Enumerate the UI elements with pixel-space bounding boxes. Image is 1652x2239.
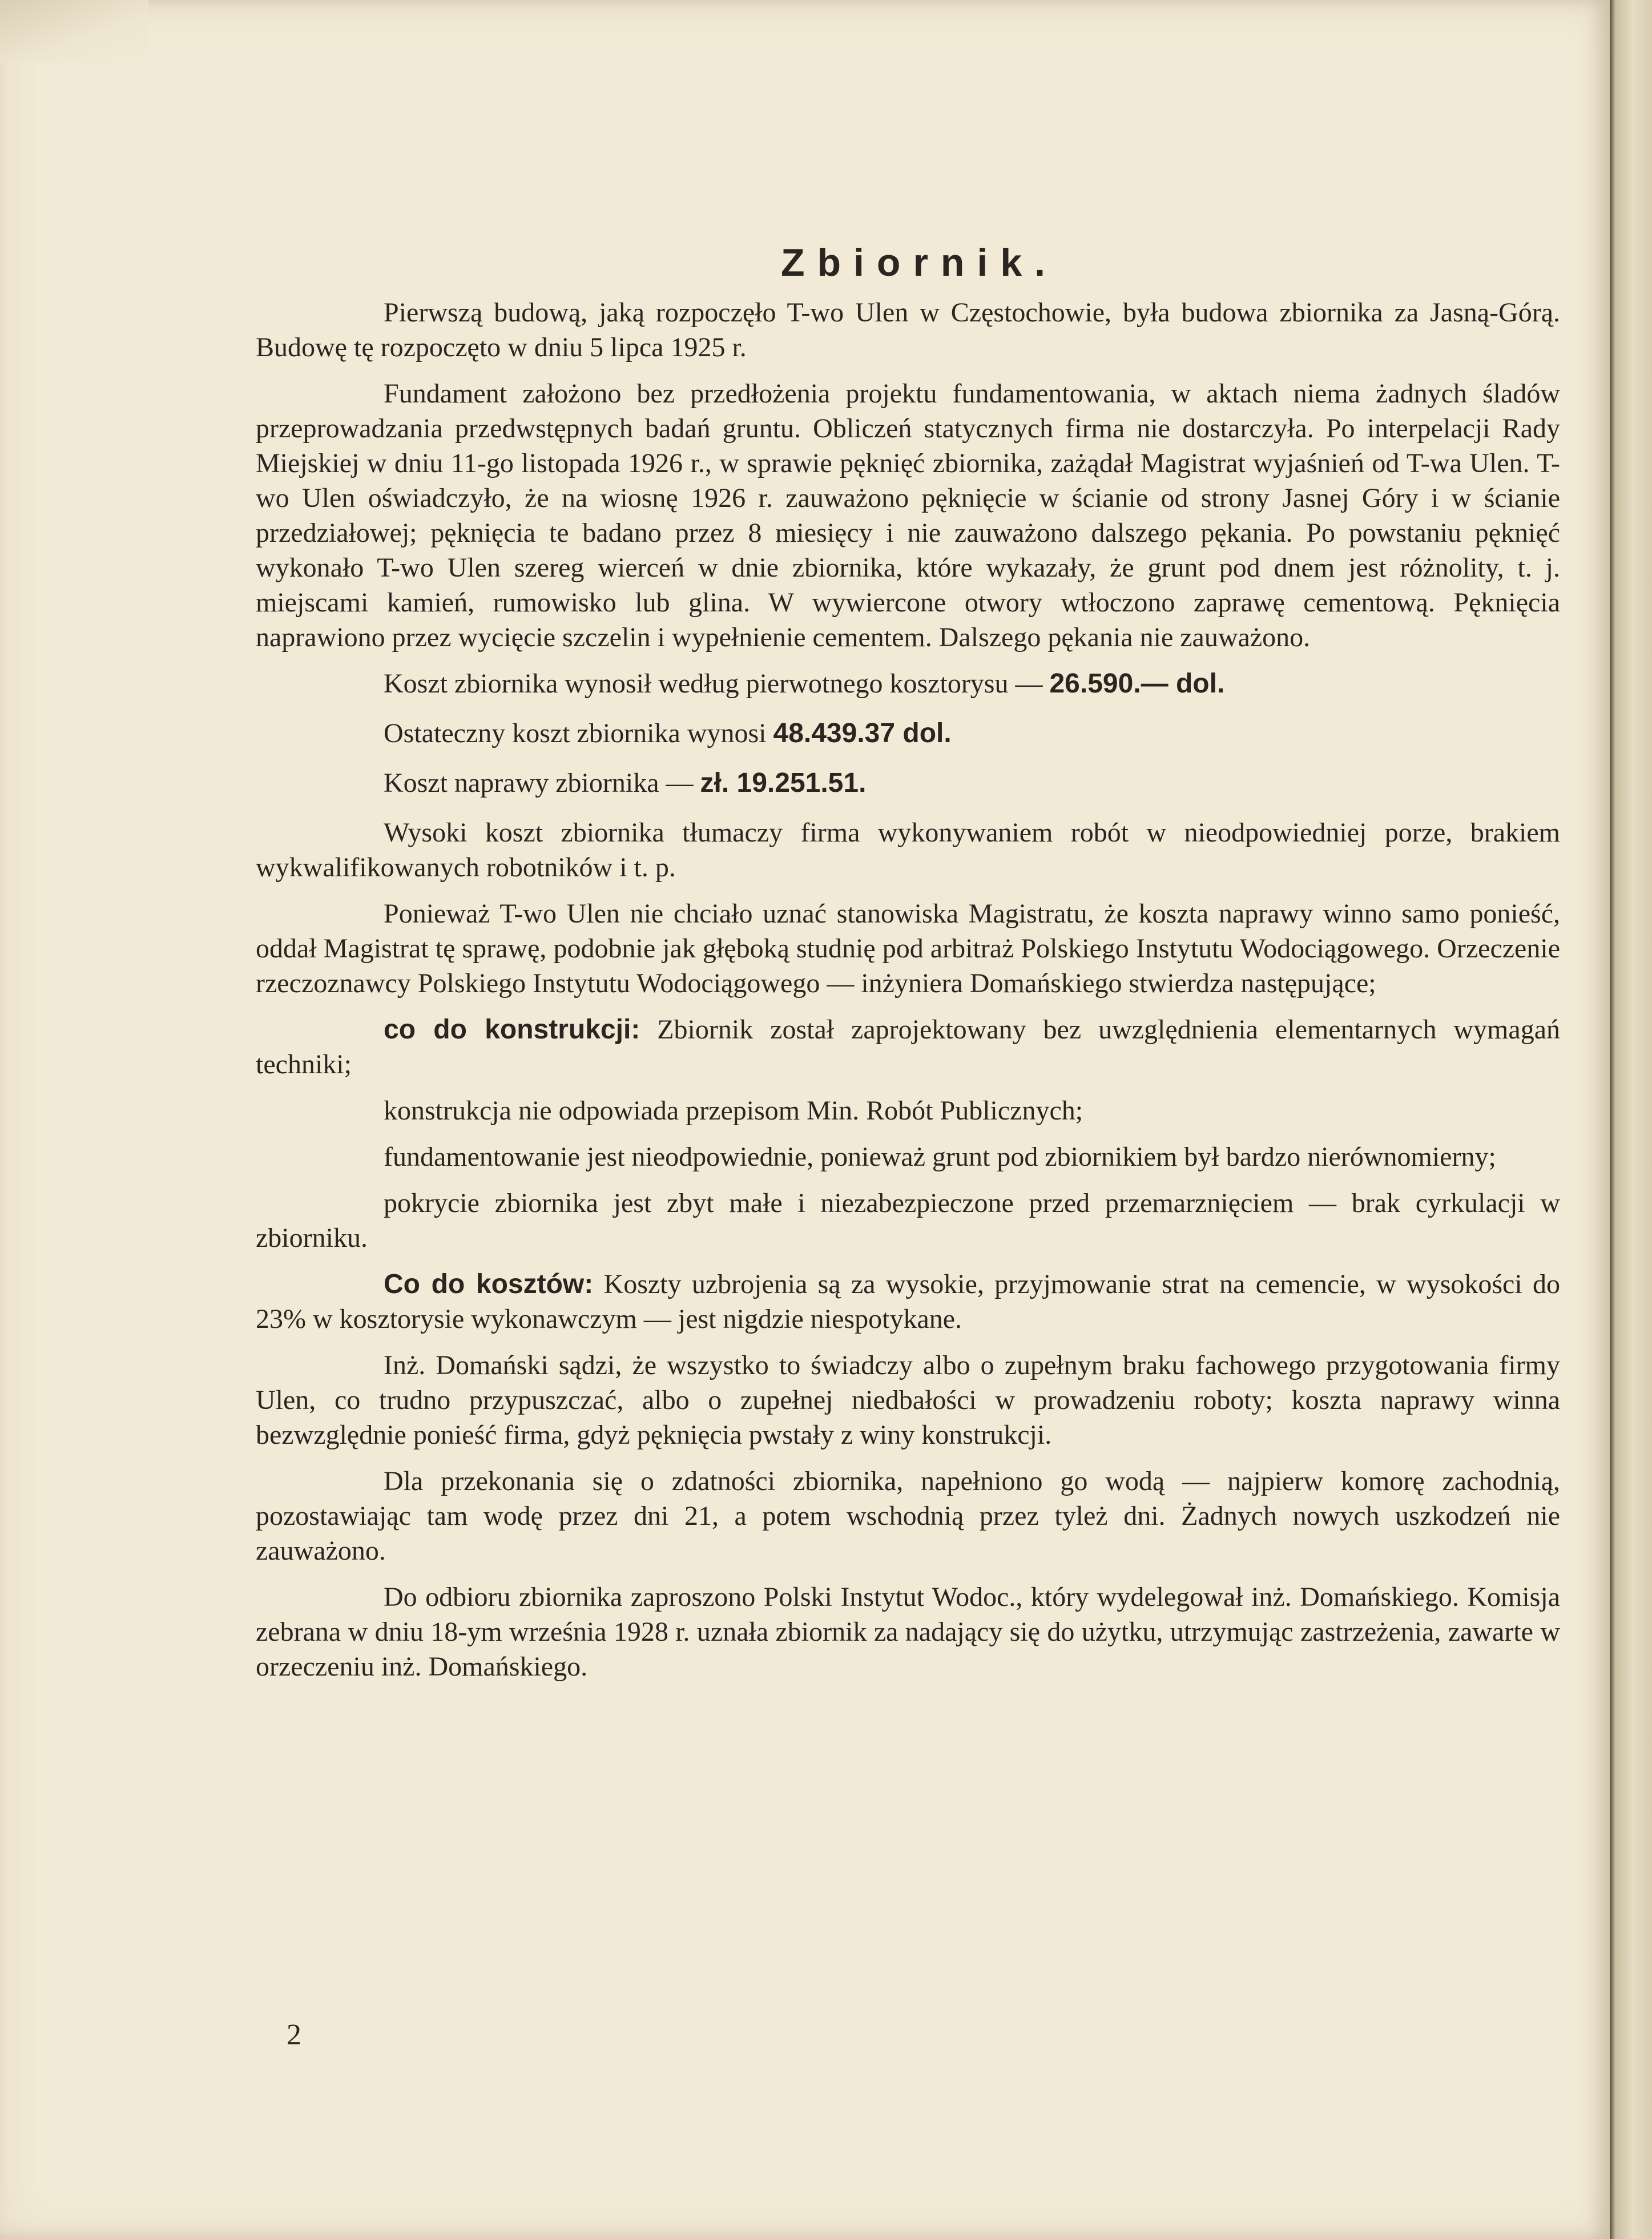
construction-text: Zbiornik został zaprojektowany bez uwzględnienia elementarnych wymagań techniki; xyxy=(256,1014,1560,1080)
paragraph-water-test: Dla przekonania się o zdatności zbiornika, napełniono go wodą — najpierw komorę zachodnią, pozostawiając tam wodę przez dni 21, a potem wschodnią przez tyleż dni. Żadnych nowych uszkodzeń nie zauważono. xyxy=(256,1466,1560,1566)
costs-lead: Co do kosztów: xyxy=(384,1269,594,1299)
page-corner-fold xyxy=(0,0,148,63)
paragraph-foundation: Fundament założono bez przedłożenia projektu fundamentowania, w aktach niema żadnych śladów przeprowadzania przedwstępnych badań gruntu. Obliczeń statycznych firma nie dostarczyła. Po interpelacji Rady Miejskiej w dniu 11-go listopada 1926 r., w sprawie pęknięć zbiornika, zażądał Magistrat wyjaśnień od T-wa Ulen. T-wo Ulen oświadczyło, że na wiosnę 1926 r. zauważono pęknięcie w ścianie od strony Jasnej Góry i w ścianie przedziałowej; pęknięcia te badano przez 8 miesięcy i nie zauważono dalszego pękania. Po powstaniu pęknięć wykonało T-wo Ulen szereg wierceń w dnie zbiornika, które wykazały, że grunt pod dnem jest różnolity, t. j. miejscami kamień, rumowisko lub glina. W wywiercone otwory wtłoczono zaprawę cementową. Pęknięcia naprawiono przez wycięcie szczelin i wypełnienie cementem. Dalszego pękania nie zauważono. xyxy=(256,378,1560,653)
document-body xyxy=(256,241,1560,1696)
paragraph-cover-defect: pokrycie zbiornika jest zbyt małe i niezabezpieczone przed przemarznięciem — brak cyrkulacji w zbiorniku. xyxy=(256,1188,1560,1253)
initial-cost-label: Koszt zbiornika wynosił według pierwotnego kosztorysu — xyxy=(384,669,1050,699)
paragraph-costs xyxy=(256,1267,1560,1336)
paragraph-repair-cost xyxy=(256,766,1560,800)
repair-cost-value: zł. 19.251.51. xyxy=(700,768,867,798)
paragraph-foundation-defect: fundamentowanie jest nieodpowiednie, ponieważ grunt pod zbiornikiem był bardzo nierównomierny; xyxy=(384,1142,1496,1172)
initial-cost-value: 26.590.— dol. xyxy=(1049,669,1225,699)
paragraph-initial-cost xyxy=(256,666,1560,701)
construction-lead: co do konstrukcji: xyxy=(384,1014,640,1045)
paragraph-final-cost xyxy=(256,716,1560,751)
paragraph-arbitration: Ponieważ T-wo Ulen nie chciało uznać stanowiska Magistratu, że koszta naprawy winno samo ponieść, oddał Magistrat tę sprawę, podobnie jak głęboką studnię pod arbitraż Polskiego Instytutu Wodociągowego. Orzeczenie rzeczoznawcy Polskiego Instytutu Wodociągowego — inżyniera Domańskiego stwierdza następujące; xyxy=(256,899,1560,998)
paragraph-intro: Pierwszą budową, jaką rozpoczęło T-wo Ulen w Częstochowie, była budowa zbiornika za Jasną-Górą. Budowę tę rozpoczęto w dniu 5 lipca 1925 r. xyxy=(256,297,1560,363)
paragraph-cost-explanation: Wysoki koszt zbiornika tłumaczy firma wykonywaniem robót w nieodpowiedniej porze, brakiem wykwalifikowanych robotników i t. p. xyxy=(256,818,1560,883)
final-cost-value: 48.439.37 dol. xyxy=(773,718,952,748)
paragraph-regulations: konstrukcja nie odpowiada przepisom Min. Robót Publicznych; xyxy=(384,1096,1083,1126)
adjacent-page-edge xyxy=(1610,0,1652,2239)
paragraph-expert-opinion: Inż. Domański sądzi, że wszystko to świadczy albo o zupełnym braku fachowego przygotowania firmy Ulen, co trudno przypuszczać, albo o zupełnej niedbałości w prowadzeniu roboty; koszta naprawy winna bezwzględnie ponieść firma, gdyż pęknięcia pwstały z winy konstrukcji. xyxy=(256,1350,1560,1450)
paragraph-acceptance: Do odbioru zbiornika zaproszono Polski Instytut Wodoc., który wydelegował inż. Domańskiego. Komisja zebrana w dniu 18-ym września 1928 r. uznała zbiornik za nadający się do użytku, utrzymując zastrzeżenia, zawarte w orzeczeniu inż. Domańskiego. xyxy=(256,1582,1560,1682)
costs-text: Koszty uzbrojenia są za wysokie, przyjmowanie strat na cemencie, w wysokości do 23% w kosztorysie wykonawczym — jest nigdzie niespotykane. xyxy=(256,1269,1560,1334)
paragraph-construction xyxy=(256,1012,1560,1082)
final-cost-label: Ostateczny koszt zbiornika wynosi xyxy=(384,718,773,748)
page-number: 2 xyxy=(287,2019,301,2051)
repair-cost-label: Koszt naprawy zbiornika — xyxy=(384,768,700,798)
page-title: Zbiornik. xyxy=(780,241,1058,284)
